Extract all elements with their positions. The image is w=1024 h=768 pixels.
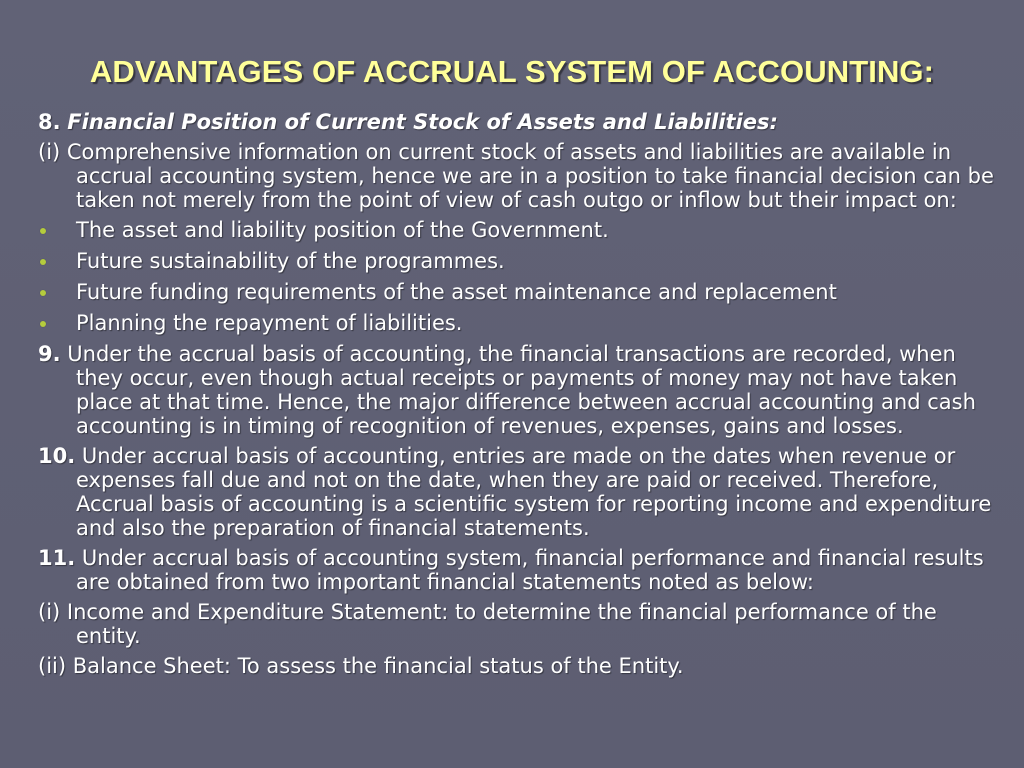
section-11-para	[38, 546, 998, 594]
bullet-text: Planning the repayment of liabilities.	[76, 311, 463, 335]
slide-title: ADVANTAGES OF ACCRUAL SYSTEM OF ACCOUNTING:	[89, 54, 935, 89]
bullet-item	[38, 249, 998, 273]
section-number: 9.	[38, 342, 61, 366]
slide-body	[38, 110, 998, 684]
section-text: Under accrual basis of accounting system, financial performance and financial results are obtained from two important financial statements noted as below:	[76, 546, 984, 594]
section-8-para-i: (i) Comprehensive information on current stock of assets and liabilities are available in accrual accounting system, hence we are in a position to take financial decision can be taken not merely from the point of view of cash outgo or inflow but their impact on:	[38, 140, 994, 212]
section-10-para	[38, 444, 998, 540]
bullet-text: The asset and liability position of the Government.	[76, 218, 609, 242]
bullet-item	[38, 280, 998, 304]
bullet-text: Future funding requirements of the asset maintenance and replacement	[76, 280, 837, 304]
bullet-text: Future sustainability of the programmes.	[76, 249, 505, 273]
section-11-item-i: (i) Income and Expenditure Statement: to determine the financial performance of the entity.	[38, 600, 937, 648]
bullet-dot-icon	[40, 290, 46, 296]
section-9-para	[38, 342, 998, 438]
section-text: Under the accrual basis of accounting, the financial transactions are recorded, when they occur, even though actual receipts or payments of money may not have taken place at that time. Hence, the major difference between accrual accounting and cash accounting is in timing of recognition of revenues, expenses, gains and losses.	[67, 342, 976, 438]
section-heading: Financial Position of Current Stock of Assets and Liabilities:	[67, 110, 778, 134]
bullet-item	[38, 218, 998, 242]
section-8-heading	[38, 110, 998, 134]
section-number: 8.	[38, 110, 61, 134]
bullet-dot-icon	[40, 259, 46, 265]
bullet-item	[38, 311, 998, 335]
bullet-dot-icon	[40, 321, 46, 327]
section-text: Under accrual basis of accounting, entries are made on the dates when revenue or expenses fall due and not on the date, when they are paid or received. Therefore, Accrual basis of accounting is a scientific system for reporting income and expenditure and also the preparation of financial statements.	[76, 444, 992, 540]
bullet-dot-icon	[40, 228, 46, 234]
section-number: 11.	[38, 546, 76, 570]
section-number: 10.	[38, 444, 76, 468]
section-11-item-ii: (ii) Balance Sheet: To assess the financial status of the Entity.	[38, 654, 684, 678]
